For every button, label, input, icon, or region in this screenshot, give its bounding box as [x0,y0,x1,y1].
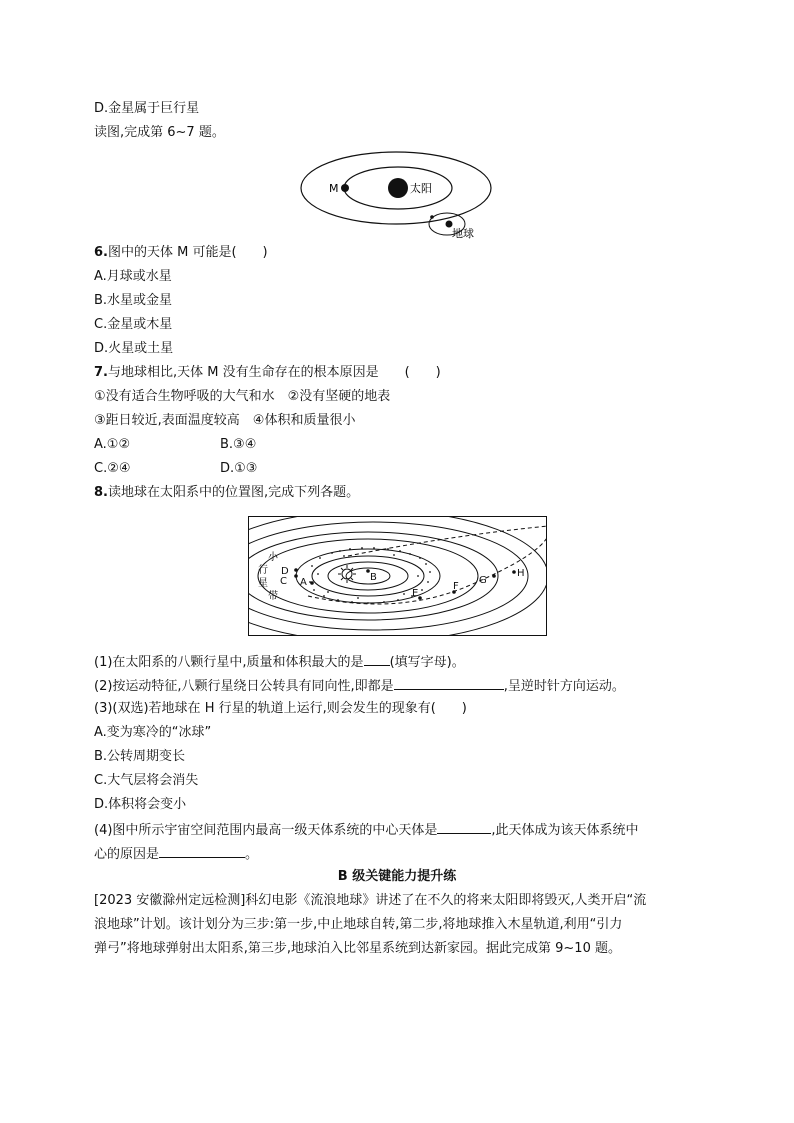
q6-option-b: B.水星或金星 [94,293,173,308]
q8-sub4-line2: 心的原因是 。 [94,844,258,864]
belt-char-2: 行 [258,565,268,576]
q7-option-d: D.①③ [220,461,258,476]
planet-m-label: M [329,182,339,195]
q7-option-a: A.①② [94,437,131,452]
q5-option-d: D.金星属于巨行星 [94,101,200,116]
sun-icon [388,178,408,198]
planet-a-label: A [300,577,307,588]
planet-d-dot [294,568,298,572]
q8-stem: 8.读地球在太阳系中的位置图,完成下列各题。 [94,485,360,500]
answer-blank-2[interactable] [394,676,504,690]
section-b-para-line3: 弹弓”将地球弹射出太阳系,第三步,地球泊入比邻星系统到达新家园。据此完成第 9~10 题。 [94,941,621,956]
section-b-para-line1: [2023 安徽滁州定远检测]科幻电影《流浪地球》讲述了在不久的将来太阳即将毁灭,人类开启“流 [94,893,647,908]
planet-g-label: G [479,575,487,586]
q8-sub3-option-c: C.大气层将会消失 [94,773,199,788]
planet-f-label: F [453,581,459,592]
q8-sub3-option-a: A.变为寒冷的“冰球” [94,725,212,740]
q7-items-1: ①没有适合生物呼吸的大气和水 ②没有坚硬的地表 [94,389,391,404]
q7-stem: 7.与地球相比,天体 M 没有生命存在的根本原因是 ( ) [94,365,441,380]
planet-h-dot [512,570,516,574]
answer-blank-3[interactable] [437,820,491,834]
moon-dot [430,215,434,219]
earth-label: 地球 [452,227,474,240]
q6-option-d: D.火星或土星 [94,341,174,356]
planet-b-label: B [370,572,377,583]
section-b-para-line2: 浪地球”计划。该计划分为三步:第一步,中止地球自转,第二步,将地球推入木星轨道,利用“引力 [94,917,623,932]
answer-blank-1[interactable] [364,652,390,666]
planet-m-dot [341,184,349,192]
q8-sub3-option-d: D.体积将会变小 [94,797,187,812]
belt-char-3: 星 [258,578,268,589]
sun-label: 太阳 [410,182,432,195]
planet-e-dot [418,596,422,600]
planet-d-label: D [281,566,289,577]
belt-char-4: 带 [268,591,278,602]
planet-a-dot [310,581,314,585]
q7-option-c: C.②④ [94,461,131,476]
q7-option-b: B.③④ [220,437,257,452]
q8-sub3: (3)(双选)若地球在 H 行星的轨道上运行,则会发生的现象有( ) [94,701,467,716]
q8-sub4-line1: (4)图中所示宇宙空间范围内最高一级天体系统的中心天体是 ,此天体成为该天体系统中 [94,820,639,840]
planet-c-label: C [280,576,287,587]
q6-stem: 6.图中的天体 M 可能是( ) [94,245,268,260]
q7-items-2: ③距日较近,表面温度较高 ④体积和质量很小 [94,413,356,428]
q6-option-a: A.月球或水星 [94,269,172,284]
planet-e-label: E [412,588,419,599]
answer-blank-4[interactable] [159,844,245,858]
instruction-6-7: 读图,完成第 6~7 题。 [94,125,225,140]
belt-char-1: 小 [268,552,278,563]
planet-c-dot [294,574,298,578]
section-b-title: B 级关键能力提升练 [337,869,457,884]
planet-g-dot [492,574,496,578]
planet-h-label: H [517,568,525,579]
solar-system-diagram [248,516,548,637]
q8-sub2: (2)按运动特征,八颗行星绕日公转具有同向性,即都是 ,呈逆时针方向运动。 [94,676,625,696]
q8-sub1: (1)在太阳系的八颗行星中,质量和体积最大的是 (填写字母)。 [94,652,465,672]
orbit-diagram-m [298,150,498,240]
q6-option-c: C.金星或木星 [94,317,173,332]
q8-sub3-option-b: B.公转周期变长 [94,749,186,764]
